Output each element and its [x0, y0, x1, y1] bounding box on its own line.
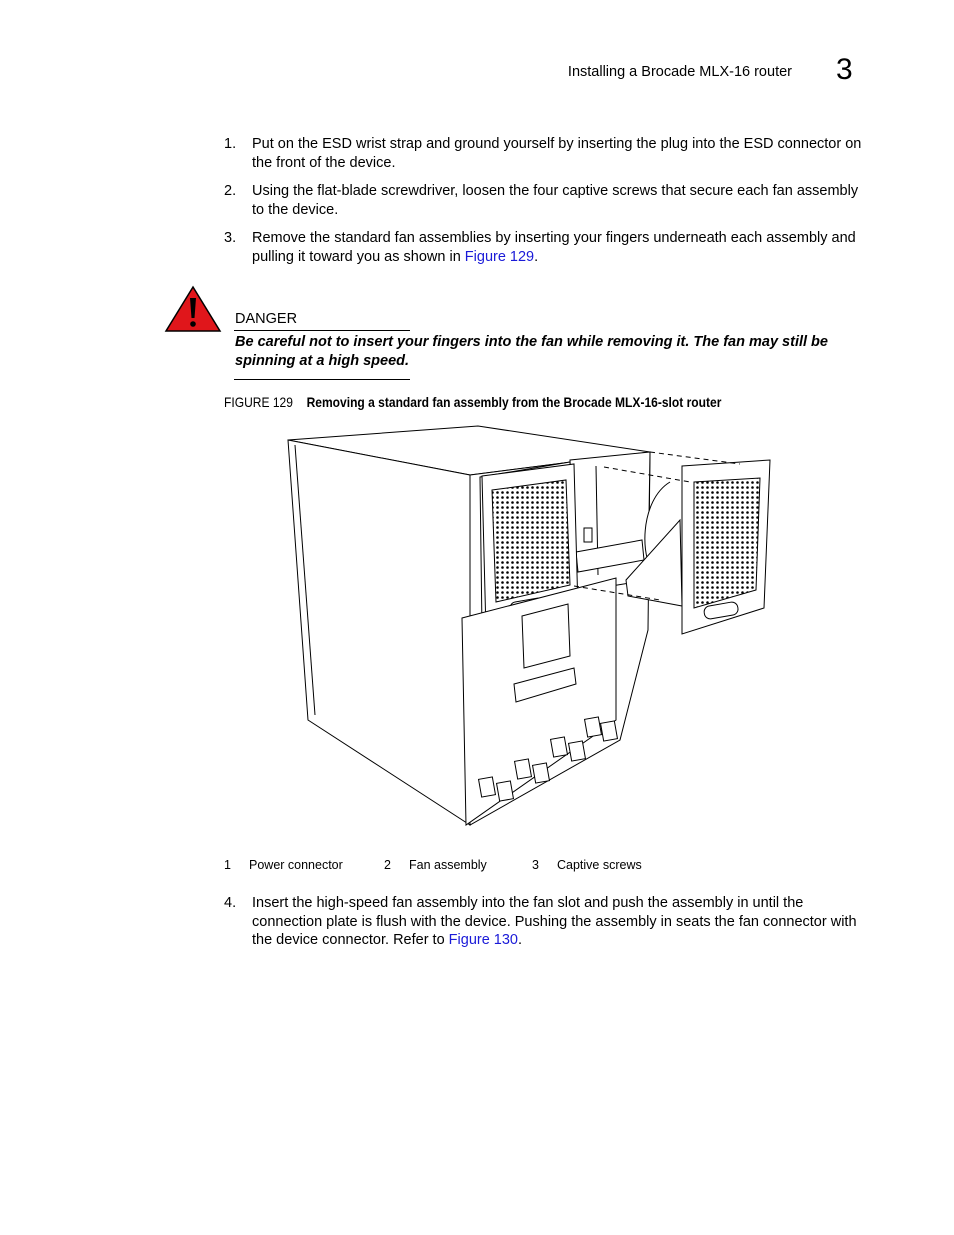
step-text-after: . [518, 932, 523, 949]
legend-number: 1 [224, 858, 231, 872]
step-text-after: . [534, 248, 539, 265]
step-text-before: Remove the standard fan assemblies by inserting your fingers underneath each assembly and pulling it toward you as shown in [252, 230, 856, 265]
danger-exclamation-icon [164, 285, 222, 333]
step-text: Put on the ESD wrist strap and ground yourself by inserting the plug into the ESD connector on the front of the device. [252, 136, 862, 171]
step-text: Using the flat-blade screwdriver, loosen the four captive screws that secure each fan assembly to the device. [252, 183, 859, 218]
step-text-before: Insert the high-speed fan assembly into the fan slot and push the assembly in until the connection plate is flush with the device. Pushing the assembly in seats the fan connector with the device connector. Refer to [252, 895, 857, 949]
header-title: Installing a Brocade MLX-16 router [567, 64, 792, 80]
step-number: 3. [224, 230, 237, 246]
chapter-number: 3 [836, 53, 853, 86]
figure-caption [224, 394, 721, 410]
step-number: 2. [224, 183, 237, 199]
legend-number: 3 [532, 858, 539, 872]
step-number: 4. [224, 895, 237, 911]
figure-130-link[interactable]: Figure 130 [448, 932, 518, 949]
router-fan-illustration [270, 420, 780, 830]
step-number: 1. [224, 136, 237, 152]
danger-text: Be careful not to insert your fingers into the fan while removing it. The fan may still be spinning at a high speed. [235, 334, 828, 369]
legend-number: 2 [384, 858, 391, 872]
figure-129-link[interactable]: Figure 129 [464, 248, 535, 265]
danger-bottom-rule [234, 379, 410, 380]
figure-label: FIGURE 129 [224, 394, 293, 410]
legend-text: Captive screws [557, 858, 642, 872]
legend-text: Fan assembly [409, 858, 487, 872]
step-text [252, 894, 870, 950]
danger-top-rule [234, 330, 410, 331]
legend-text: Power connector [249, 858, 343, 872]
danger-label: DANGER [235, 311, 298, 327]
step-text [252, 229, 870, 266]
figure-title: Removing a standard fan assembly from the Brocade MLX-16-slot router [306, 394, 722, 410]
